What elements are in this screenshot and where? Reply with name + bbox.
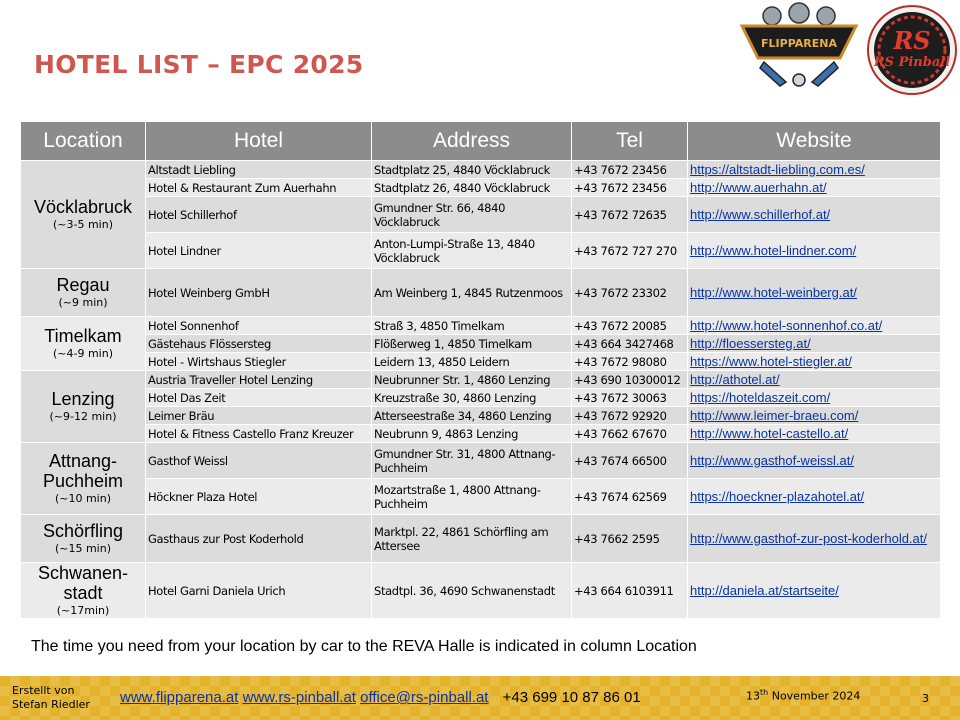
table-row — [21, 425, 941, 443]
rs-pinball-logo-text: RS Pinball — [873, 55, 951, 70]
hotel-website-link[interactable]: http://www.hotel-sonnenhof.co.at/ — [690, 317, 883, 333]
table-row — [21, 233, 941, 269]
hotel-website-link[interactable]: http://www.gasthof-weissl.at/ — [690, 452, 855, 468]
hotel-tel: +43 664 3427468 — [572, 335, 688, 353]
hotel-website-link[interactable]: http://floessersteg.at/ — [690, 335, 811, 351]
hotel-website-link[interactable]: http://www.hotel-lindner.com/ — [690, 242, 857, 258]
hotel-tel: +43 7672 23456 — [572, 161, 688, 179]
location-cell: Lenzing (~9-12 min) — [21, 371, 146, 443]
hotel-address: Neubrunn 9, 4863 Lenzing — [372, 425, 572, 443]
hotel-tel: +43 664 6103911 — [572, 563, 688, 619]
hotel-name: Austria Traveller Hotel Lenzing — [146, 371, 372, 389]
hotel-address: Stadtplatz 25, 4840 Vöcklabruck — [372, 161, 572, 179]
location-cell: Schwanen-stadt (~17min) — [21, 563, 146, 619]
hotel-name: Hotel Sonnenhof — [146, 317, 372, 335]
hotel-tel: +43 7674 66500 — [572, 443, 688, 479]
hotel-address: Kreuzstraße 30, 4860 Lenzing — [372, 389, 572, 407]
table-row — [21, 443, 941, 479]
hotel-address: Anton-Lumpi-Straße 13, 4840 Vöcklabruck — [372, 233, 572, 269]
hotel-tel: +43 7662 2595 — [572, 515, 688, 563]
header-website: Website — [688, 122, 941, 161]
table-row — [21, 563, 941, 619]
hotel-website-link[interactable]: https://altstadt-liebling.com.es/ — [690, 161, 865, 177]
location-cell: Timelkam (~4-9 min) — [21, 317, 146, 371]
rs-pinball-link[interactable]: www.rs-pinball.at — [242, 689, 356, 706]
table-row — [21, 197, 941, 233]
hotel-table — [20, 121, 941, 619]
hotel-tel: +43 7672 30063 — [572, 389, 688, 407]
header-tel: Tel — [572, 122, 688, 161]
hotel-name: Gasthaus zur Post Koderhold — [146, 515, 372, 563]
hotel-address: Straß 3, 4850 Timelkam — [372, 317, 572, 335]
hotel-tel: +43 7672 98080 — [572, 353, 688, 371]
hotel-name: Hotel - Wirtshaus Stiegler — [146, 353, 372, 371]
location-cell: Vöcklabruck (~3-5 min) — [21, 161, 146, 269]
author-credit: Erstellt von Stefan Riedler — [12, 684, 90, 711]
hotel-name: Höckner Plaza Hotel — [146, 479, 372, 515]
hotel-name: Gasthof Weissl — [146, 443, 372, 479]
footer-bar — [0, 676, 960, 720]
table-row — [21, 479, 941, 515]
hotel-website-link[interactable]: http://www.gasthof-zur-post-koderhold.at/ — [690, 530, 928, 546]
hotel-name: Hotel Garni Daniela Urich — [146, 563, 372, 619]
hotel-address: Stadtplatz 26, 4840 Vöcklabruck — [372, 179, 572, 197]
rs-pinball-logo — [866, 4, 958, 96]
flipparena-logo-text: FLIPPARENA — [761, 37, 837, 50]
header-hotel: Hotel — [146, 122, 372, 161]
hotel-name: Gästehaus Flössersteg — [146, 335, 372, 353]
hotel-address: Leidern 13, 4850 Leidern — [372, 353, 572, 371]
hotel-name: Hotel Weinberg GmbH — [146, 269, 372, 317]
table-row — [21, 389, 941, 407]
hotel-name: Leimer Bräu — [146, 407, 372, 425]
email-link[interactable]: office@rs-pinball.at — [360, 689, 489, 706]
hotel-website-link[interactable]: http://daniela.at/startseite/ — [690, 582, 839, 598]
hotel-address: Atterseestraße 34, 4860 Lenzing — [372, 407, 572, 425]
hotel-name: Altstadt Liebling — [146, 161, 372, 179]
hotel-name: Hotel Schillerhof — [146, 197, 372, 233]
footer-links — [120, 689, 641, 706]
hotel-address: Stadtpl. 36, 4690 Schwanenstadt — [372, 563, 572, 619]
table-row — [21, 335, 941, 353]
page-number: 3 — [922, 692, 929, 705]
hotel-website-link[interactable]: https://hoteldaszeit.com/ — [690, 389, 831, 405]
flipparena-link[interactable]: www.flipparena.at — [120, 689, 239, 706]
hotel-tel: +43 7662 67670 — [572, 425, 688, 443]
table-row — [21, 161, 941, 179]
table-row — [21, 371, 941, 389]
hotel-tel: +43 7672 72635 — [572, 197, 688, 233]
svg-text:RS: RS — [893, 26, 931, 55]
hotel-address: Am Weinberg 1, 4845 Rutzenmoos — [372, 269, 572, 317]
hotel-name: Hotel Lindner — [146, 233, 372, 269]
table-row — [21, 317, 941, 335]
flipparena-logo — [734, 2, 864, 92]
travel-time-note: The time you need from your location by car to the REVA Halle is indicated in column Location — [31, 638, 697, 655]
hotel-website-link[interactable]: http://www.hotel-weinberg.at/ — [690, 284, 857, 300]
header-location: Location — [21, 122, 146, 161]
hotel-address: Neubrunner Str. 1, 4860 Lenzing — [372, 371, 572, 389]
hotel-address: Flößerweg 1, 4850 Timelkam — [372, 335, 572, 353]
hotel-website-link[interactable]: http://www.auerhahn.at/ — [690, 179, 827, 195]
hotel-address: Gmundner Str. 66, 4840 Vöcklabruck — [372, 197, 572, 233]
table-row — [21, 407, 941, 425]
footer-phone: +43 699 10 87 86 01 — [502, 689, 641, 706]
hotel-name: Hotel & Restaurant Zum Auerhahn — [146, 179, 372, 197]
hotel-tel: +43 7672 92920 — [572, 407, 688, 425]
table-row — [21, 269, 941, 317]
hotel-website-link[interactable]: http://www.hotel-castello.at/ — [690, 425, 849, 441]
table-row — [21, 179, 941, 197]
hotel-website-link[interactable]: http://www.leimer-braeu.com/ — [690, 407, 859, 423]
hotel-website-link[interactable]: http://athotel.at/ — [690, 371, 780, 387]
location-cell: Regau (~9 min) — [21, 269, 146, 317]
hotel-address: Marktpl. 22, 4861 Schörfling am Attersee — [372, 515, 572, 563]
hotel-address: Gmundner Str. 31, 4800 Attnang-Puchheim — [372, 443, 572, 479]
hotel-website-link[interactable]: http://www.schillerhof.at/ — [690, 206, 831, 222]
location-cell: Schörfling (~15 min) — [21, 515, 146, 563]
hotel-website-link[interactable]: https://hoeckner-plazahotel.at/ — [690, 488, 865, 504]
location-cell: Attnang-Puchheim (~10 min) — [21, 443, 146, 515]
table-row — [21, 353, 941, 371]
hotel-tel: +43 690 10300012 — [572, 371, 688, 389]
hotel-tel: +43 7674 62569 — [572, 479, 688, 515]
hotel-tel: +43 7672 23456 — [572, 179, 688, 197]
table-row — [21, 515, 941, 563]
footer-date: 13th November 2024 — [746, 688, 861, 703]
header-address: Address — [372, 122, 572, 161]
hotel-tel: +43 7672 727 270 — [572, 233, 688, 269]
table-header-row — [21, 122, 941, 161]
page-title: HOTEL LIST – EPC 2025 — [34, 50, 364, 79]
hotel-website-link[interactable]: https://www.hotel-stiegler.at/ — [690, 353, 852, 369]
hotel-name: Hotel Das Zeit — [146, 389, 372, 407]
hotel-tel: +43 7672 20085 — [572, 317, 688, 335]
hotel-tel: +43 7672 23302 — [572, 269, 688, 317]
hotel-name: Hotel & Fitness Castello Franz Kreuzer — [146, 425, 372, 443]
hotel-address: Mozartstraße 1, 4800 Attnang-Puchheim — [372, 479, 572, 515]
